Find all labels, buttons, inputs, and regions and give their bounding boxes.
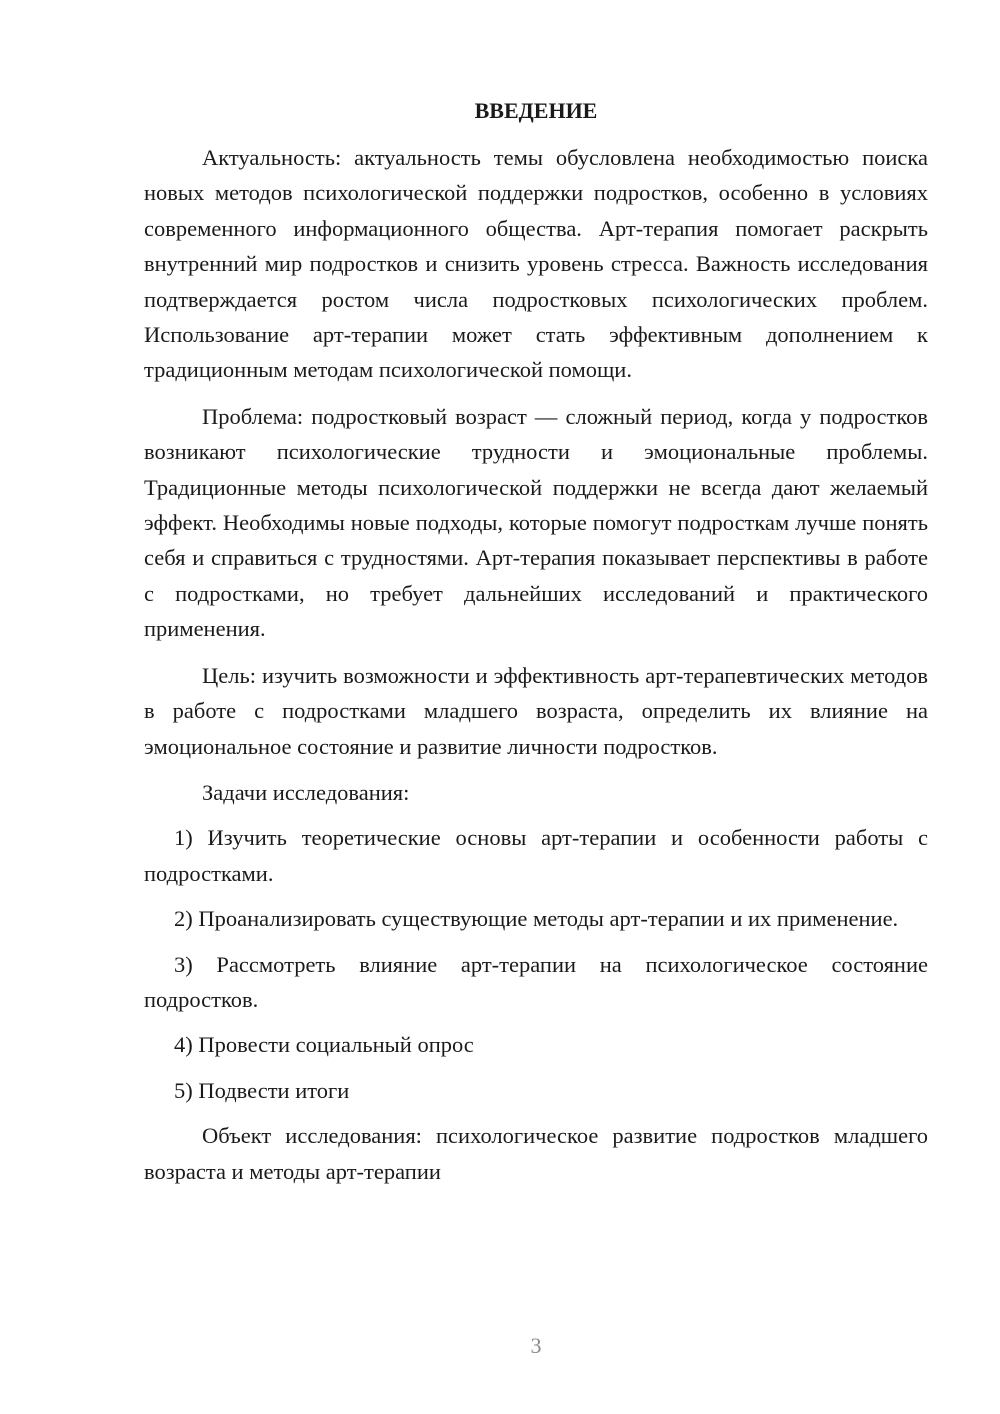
task-item: 5) Подвести итоги: [174, 1077, 350, 1103]
object-paragraph: Объект исследования: психологическое развитие подростков младшего возраста и методы арт-терапии: [144, 1123, 928, 1184]
page-content: [144, 94, 928, 1200]
relevance-paragraph: Актуальность: актуальность темы обусловлена необходимостью поиска новых методов психологической поддержки подростков, особенно в условиях современного информационного общества. Арт-терапия помогает раскрыть внутренний мир подростков и снизить уровень стресса. Важность исследования подтверждается ростом числа подростковых психологических проблем. Использование арт-терапии может стать эффективным дополнением к традиционным методам психологической помощи.: [144, 145, 928, 383]
goal-paragraph: Цель: изучить возможности и эффективность арт-терапевтических методов в работе с подростками младшего возраста, определить их влияние на эмоциональное состояние и развитие личности подростков.: [144, 662, 928, 759]
task-item: 4) Провести социальный опрос: [174, 1032, 474, 1058]
task-item: 1) Изучить теоретические основы арт-терапии и особенности работы с подростками.: [144, 825, 928, 886]
task-item: 2) Проанализировать существующие методы арт-терапии и их применение.: [174, 906, 899, 932]
page-number: 3: [530, 1333, 542, 1358]
task-item: 3) Рассмотреть влияние арт-терапии на психологическое состояние подростков.: [144, 951, 928, 1012]
tasks-list: [144, 820, 928, 1108]
section-heading: ВВЕДЕНИЕ: [474, 98, 598, 123]
problem-paragraph: Проблема: подростковый возраст — сложный период, когда у подростков возникают психологические трудности и эмоциональные проблемы. Традиционные методы психологической поддержки не всегда дают желаемый эффект. Необходимы новые подходы, которые помогут подросткам лучше понять себя и справиться с трудностями. Арт-терапия показывает перспективы в работе с подростками, но требует дальнейших исследований и практического применения.: [144, 403, 928, 642]
tasks-intro: Задачи исследования:: [202, 779, 410, 805]
